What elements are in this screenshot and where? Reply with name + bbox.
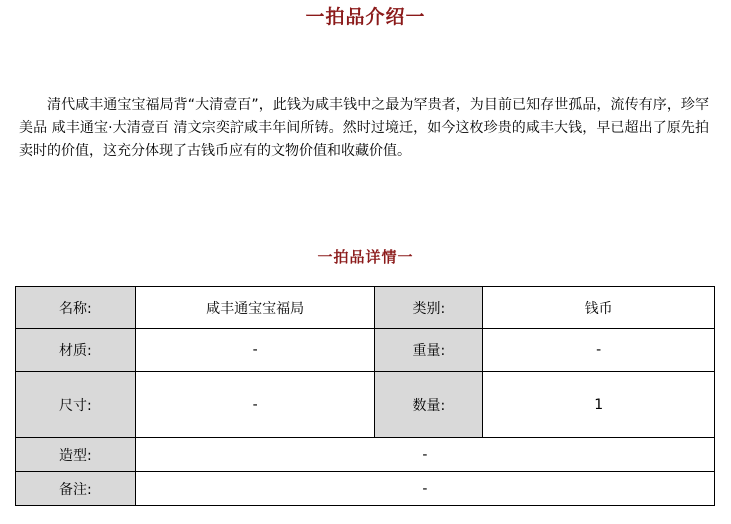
table-row [16, 372, 715, 438]
size-value: - [135, 372, 375, 438]
shape-label: 造型: [16, 438, 136, 472]
size-label: 尺寸: [16, 372, 136, 438]
table-row [16, 438, 715, 472]
weight-value: - [483, 329, 715, 372]
category-label: 类别: [375, 287, 483, 329]
details-heading: 一拍品详情一 [317, 248, 414, 266]
intro-paragraph: 清代咸丰通宝宝福局背“大清壹百”，此钱为咸丰钱中之最为罕贵者，为目前已知存世孤品，流传有序，珍罕美品 咸丰通宝·大清壹百 清文宗奕詝咸丰年间所铸。然时过境迁，如今这枚珍贵的咸丰大钱，早已超出了原先拍卖时的价值，这充分体现了古钱币应有的文物价值和收藏价值。 [19, 97, 709, 159]
intro-heading: 一拍品介绍一 [305, 6, 426, 28]
material-value: - [135, 329, 375, 372]
details-table [15, 286, 715, 506]
category-value: 钱币 [483, 287, 715, 329]
table-row [16, 287, 715, 329]
table-row [16, 329, 715, 372]
shape-value: - [135, 438, 714, 472]
weight-label: 重量: [375, 329, 483, 372]
table-row [16, 472, 715, 506]
quantity-value: 1 [483, 372, 715, 438]
name-value: 咸丰通宝宝福局 [135, 287, 375, 329]
material-label: 材质: [16, 329, 136, 372]
name-label: 名称: [16, 287, 136, 329]
remarks-label: 备注: [16, 472, 136, 506]
remarks-value: - [135, 472, 714, 506]
quantity-label: 数量: [375, 372, 483, 438]
